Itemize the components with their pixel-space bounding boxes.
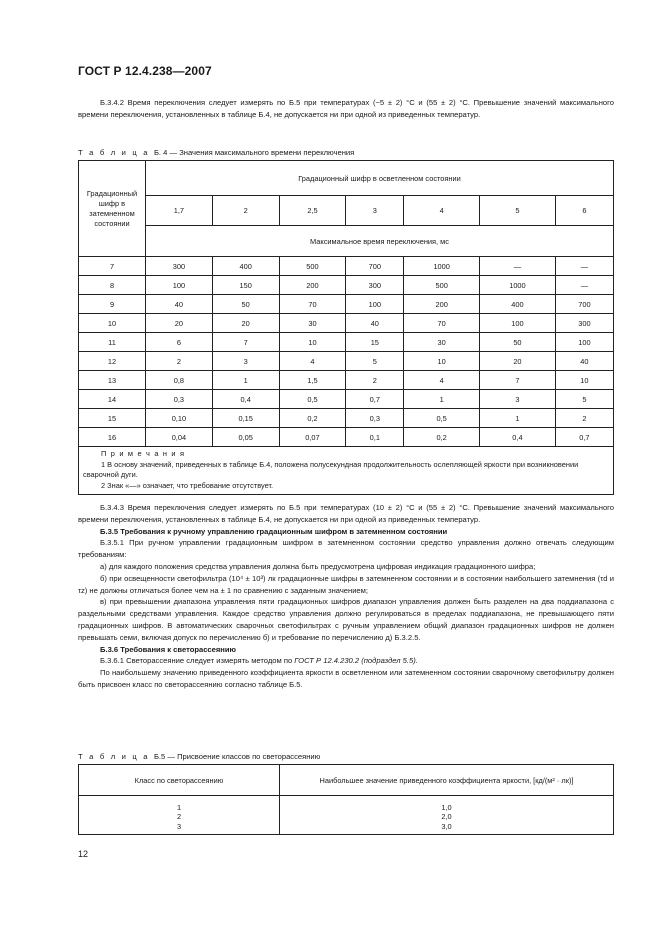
table4-row	[79, 371, 614, 390]
table4-cell: 2	[346, 371, 404, 390]
paragraph-b343: Б.3.4.3 Время переключения следует измерять по Б.5 при температурах (10 ± 2) °С и (55 ± 2) °С. Превышение значений максимального времени переключения, установленных в таблице Б.4, не допускается ни при одной из приведенных температур.	[78, 503, 614, 524]
table4-cell: 0,3	[346, 409, 404, 428]
paragraph-b342-text: Б.3.4.2 Время переключения следует измерять по Б.5 при температурах (−5 ± 2) °С и (55 ± 2) °С. Превышение значений максимального времени переключения, установленных в таблице Б.4, не допускается ни при одной из приведенных температур.	[78, 98, 614, 119]
table4-cell: 50	[480, 333, 556, 352]
page-number: 12	[78, 849, 89, 859]
table4-caption-prefix: Т а б л и ц а	[78, 148, 150, 157]
table4-cell: 0,4	[480, 428, 556, 447]
paragraph-b342	[78, 97, 614, 121]
table4-cell: 20	[212, 314, 279, 333]
table4-row-code: 14	[79, 390, 146, 409]
table4-cell: 10	[279, 333, 346, 352]
table4-cell: 400	[212, 257, 279, 276]
table4-row-code: 11	[79, 333, 146, 352]
table4-row	[79, 276, 614, 295]
table4-row-code: 16	[79, 428, 146, 447]
table4-row-code: 8	[79, 276, 146, 295]
table4-cell: 0,3	[146, 390, 213, 409]
table4-row	[79, 352, 614, 371]
table4-col-code: 3	[346, 196, 404, 226]
table4-cell: 0,07	[279, 428, 346, 447]
table4-cell: —	[555, 276, 613, 295]
table4-cell: 0,1	[346, 428, 404, 447]
notes-title: П р и м е ч а н и я	[101, 449, 186, 458]
table4-cell: —	[555, 257, 613, 276]
table4-cell: 5	[346, 352, 404, 371]
table4-row	[79, 428, 614, 447]
document-header: ГОСТ Р 12.4.238—2007	[78, 64, 212, 78]
table4-row-code: 7	[79, 257, 146, 276]
table4-row-code: 12	[79, 352, 146, 371]
table4-row-code: 10	[79, 314, 146, 333]
table4-cell: 100	[146, 276, 213, 295]
table4-cell: 1000	[480, 276, 556, 295]
table4-cell: 10	[555, 371, 613, 390]
table4-cell: 0,4	[212, 390, 279, 409]
table4-row	[79, 257, 614, 276]
table5-class-3: 3	[176, 821, 182, 831]
table4-cell: 700	[555, 295, 613, 314]
table4-cell: 40	[555, 352, 613, 371]
table4-cell: 150	[212, 276, 279, 295]
table5-col2-header: Наибольшее значение приведенного коэффициента яркости, [кд/(м² · лк)]	[280, 765, 614, 796]
table4-notes	[79, 447, 614, 495]
table4-row	[79, 295, 614, 314]
table4-cell: 300	[146, 257, 213, 276]
table4-cell: 20	[480, 352, 556, 371]
table4-cell: 5	[555, 390, 613, 409]
table4-cell: 1,5	[279, 371, 346, 390]
note-1: 1 В основу значений, приведенных в таблице Б.4, положена полусекундная продолжительность ослепляющей яркости при возникновении сварочной дуги.	[83, 459, 579, 479]
table5-caption	[78, 752, 320, 761]
table4-cell: 0,7	[346, 390, 404, 409]
table4-cell: 500	[404, 276, 480, 295]
table4-cell: 0,15	[212, 409, 279, 428]
table4-row-header: Градационный шифр в затемненном состоянии	[79, 161, 146, 257]
table4-cell: 0,10	[146, 409, 213, 428]
table4-cell: 3	[212, 352, 279, 371]
table4-cell: 0,5	[279, 390, 346, 409]
table4-cell: 100	[346, 295, 404, 314]
table4-row-code: 13	[79, 371, 146, 390]
table4-cell: 50	[212, 295, 279, 314]
table4-cell: 2	[146, 352, 213, 371]
paragraph-last: По наибольшему значению приведенного коэффициента яркости в осветленном или затемненном состоянии сварочному светофильтру должен быть присвоен класс по светорассеянию согласно таблице Б.5.	[78, 668, 614, 689]
table4-cell: 0,2	[279, 409, 346, 428]
table4-cell: 0,8	[146, 371, 213, 390]
table4-caption-text: Б. 4 — Значения максимального времени переключения	[153, 148, 355, 157]
table4-cell: 30	[404, 333, 480, 352]
table5-class-1: 1	[176, 802, 182, 812]
table4-cell: 100	[480, 314, 556, 333]
table4-col-code: 4	[404, 196, 480, 226]
table5-caption-prefix: Т а б л и ц а	[78, 752, 150, 761]
table4-cell: 20	[146, 314, 213, 333]
table4-cell: 70	[404, 314, 480, 333]
table4-cell: 400	[480, 295, 556, 314]
table4	[78, 160, 614, 495]
table4-row	[79, 390, 614, 409]
table4-cell: 40	[146, 295, 213, 314]
table4-cell: 200	[279, 276, 346, 295]
table4-row-code: 9	[79, 295, 146, 314]
note-2: 2 Знак «—» означает, что требование отсутствует.	[101, 480, 274, 490]
paragraph-b351: Б.3.5.1 При ручном управлении градационным шифром в затемненном состоянии средство управления должно отвечать следующим требованиям:	[78, 538, 614, 560]
table4-col-code: 2	[212, 196, 279, 226]
table4-row	[79, 333, 614, 352]
table4-cell: 200	[404, 295, 480, 314]
table4-cell: 4	[404, 371, 480, 390]
table4-cell: 0,2	[404, 428, 480, 447]
table4-cell: 0,04	[146, 428, 213, 447]
table4-cell: 15	[346, 333, 404, 352]
table4-cell: 40	[346, 314, 404, 333]
table4-cell: 4	[279, 352, 346, 371]
table5-caption-text: Б.5 — Присвоение классов по светорассеянию	[153, 752, 321, 761]
table5-value-2: 2,0	[441, 812, 452, 822]
table4-cell: 7	[480, 371, 556, 390]
paragraph-b361	[78, 655, 614, 667]
table4-cell: 2	[555, 409, 613, 428]
table4-cell: 30	[279, 314, 346, 333]
item-a: а) для каждого положения средства управления должна быть предусмотрена цифровая индикация градационного шифра;	[100, 561, 536, 571]
table5-value-1: 1,0	[441, 802, 452, 812]
table5-col1-header: Класс по светорассеянию	[79, 765, 280, 796]
table5-class-2: 2	[176, 812, 182, 822]
table4-cell: 6	[146, 333, 213, 352]
table4-col-code: 1,7	[146, 196, 213, 226]
table4-cell: —	[480, 257, 556, 276]
table5-classes-cell	[79, 796, 280, 835]
table4-cell: 1	[212, 371, 279, 390]
table4-cell: 10	[404, 352, 480, 371]
table4-cell: 1000	[404, 257, 480, 276]
table4-col-group-header: Градационный шифр в осветленном состоянии	[146, 161, 614, 196]
table4-cell: 0,5	[404, 409, 480, 428]
table4-cell: 500	[279, 257, 346, 276]
section-b35-title: Б.3.5 Требования к ручному управлению градационным шифром в затемненном состоянии	[100, 526, 448, 536]
table4-caption	[78, 148, 354, 157]
table4-col-code: 2,5	[279, 196, 346, 226]
table4-row	[79, 314, 614, 333]
table4-row-code: 15	[79, 409, 146, 428]
table4-unit-header: Максимальное время переключения, мс	[146, 226, 614, 257]
table4-cell: 0,05	[212, 428, 279, 447]
table4-cell: 1	[480, 409, 556, 428]
table5-values-cell	[280, 796, 614, 835]
table5	[78, 764, 614, 835]
table4-cell: 100	[555, 333, 613, 352]
table4-cell: 700	[346, 257, 404, 276]
paragraph-b361-ref: ГОСТ Р 12.4.230.2 (подраздел 5.5).	[294, 656, 418, 666]
paragraph-b361-text: Б.3.6.1 Светорассеяние следует измерять методом по	[100, 656, 295, 666]
table4-cell: 3	[480, 390, 556, 409]
table4-cell: 0,7	[555, 428, 613, 447]
table4-row	[79, 409, 614, 428]
table4-col-code: 6	[555, 196, 613, 226]
item-v: в) при превышении диапазона управления пяти градационных шифров диапазон управления должен быть разделен на два поддиапазона с раздельными средствами управления. Каждое средство управления должно регулироваться в пределах поддиапазона, не превышающего пяти градационных шифров. В автоматических сварочных светофильтрах с ручным управлением общий диапазон градационных шифров не должен превышать семи, включая допуск по перечислению б) и требование по перечислению д) Б.3.2.5.	[78, 597, 614, 642]
table4-cell: 300	[555, 314, 613, 333]
table4-cell: 7	[212, 333, 279, 352]
table5-value-3: 3,0	[441, 821, 452, 831]
table4-cell: 1	[404, 390, 480, 409]
table4-cell: 300	[346, 276, 404, 295]
table4-col-code: 5	[480, 196, 556, 226]
body-text-block	[78, 502, 614, 691]
table4-cell: 70	[279, 295, 346, 314]
section-b36-title: Б.3.6 Требования к светорассеянию	[100, 644, 237, 654]
item-b: б) при освещенности светофильтра (10⁴ ± 10³) лк градационные шифры в затемненном состоянии и в состоянии наибольшего затемнения (τd и τz) не должны отличаться более чем на ± 1 по сравнению с заданным значением;	[78, 573, 614, 595]
